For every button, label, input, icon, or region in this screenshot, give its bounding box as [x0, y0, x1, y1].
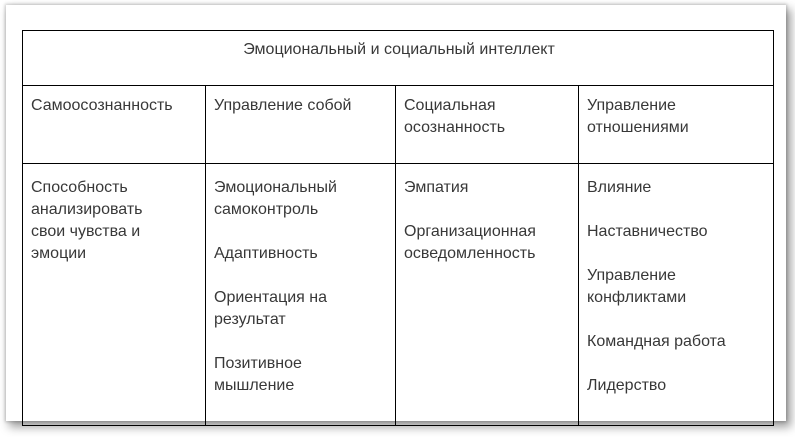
body-cell-social-awareness — [396, 164, 579, 426]
list-item: Наставничество — [587, 223, 708, 240]
column-header: Управление отношениями — [587, 97, 689, 136]
list-item: Организационная осведомленность — [404, 223, 536, 262]
document-page — [6, 5, 786, 421]
column-header: Управление собой — [214, 97, 352, 114]
list-item: Управление конфликтами — [587, 267, 687, 306]
list-item: Позитивное мышление — [214, 355, 302, 394]
column-header: Самоосознанность — [31, 97, 173, 114]
header-cell-self-management — [206, 86, 396, 164]
emotional-intelligence-table — [22, 30, 774, 426]
list-item: Командная работа — [587, 333, 726, 350]
list-item: Способность анализировать свои чувства и эмоции — [31, 179, 143, 262]
header-cell-social-awareness — [396, 86, 579, 164]
list-item: Ориентация на результат — [214, 289, 328, 328]
list-item: Лидерство — [587, 377, 667, 394]
table-title-cell — [23, 31, 774, 86]
list-item: Адаптивность — [214, 245, 318, 262]
table-header-row — [23, 86, 774, 164]
list-item: Эмоциональный самоконтроль — [214, 179, 337, 218]
list-item: Влияние — [587, 179, 652, 196]
column-header: Социальная осознанность — [404, 97, 506, 136]
body-cell-self-management — [206, 164, 396, 426]
table-title-row — [23, 31, 774, 86]
table-title: Эмоциональный и социальный интеллект — [243, 41, 555, 58]
body-cell-self-awareness — [23, 164, 206, 426]
table-body-row — [23, 164, 774, 426]
body-cell-relationship-management — [579, 164, 774, 426]
list-item: Эмпатия — [404, 179, 469, 196]
header-cell-self-awareness — [23, 86, 206, 164]
header-cell-relationship-management — [579, 86, 774, 164]
